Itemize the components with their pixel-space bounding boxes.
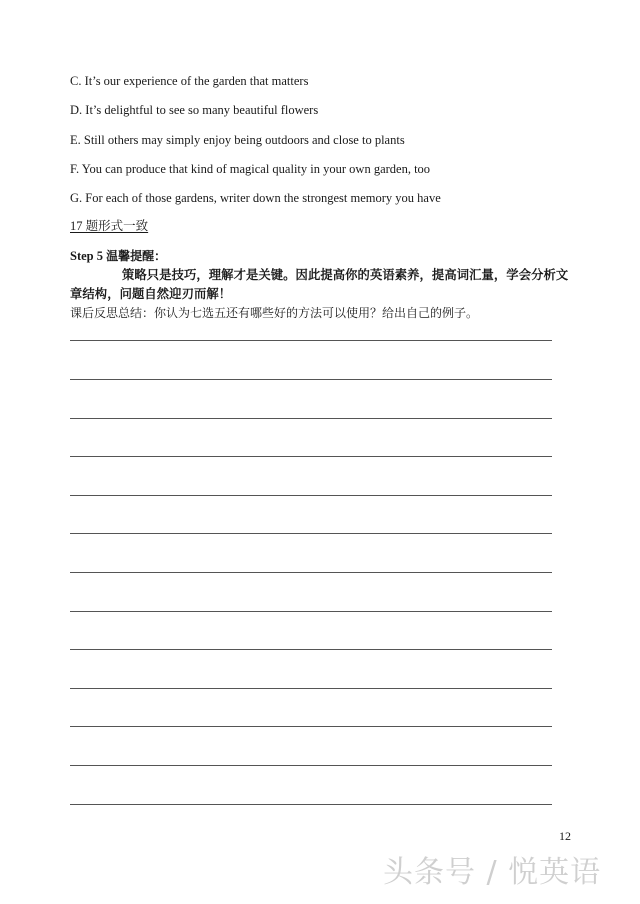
step-label: Step 5 <box>70 249 103 263</box>
writing-line[interactable] <box>70 765 552 766</box>
writing-line[interactable] <box>70 456 552 457</box>
question-17-note: 17 题形式一致 <box>70 219 149 233</box>
writing-line[interactable] <box>70 379 552 380</box>
page-number: 12 <box>559 829 571 843</box>
writing-line[interactable] <box>70 340 552 341</box>
option-d: D. It’s delightful to see so many beautiful flowers <box>70 103 319 117</box>
writing-line[interactable] <box>70 533 552 534</box>
step-5-title <box>70 248 166 264</box>
step-heading: 温馨提醒： <box>106 249 167 263</box>
writing-line[interactable] <box>70 572 552 573</box>
option-f: F. You can produce that kind of magical quality in your own garden, too <box>70 162 431 176</box>
writing-line[interactable] <box>70 688 552 689</box>
writing-line[interactable] <box>70 418 552 419</box>
reflection-prompt: 课后反思总结：你认为七选五还有哪些好的方法可以使用？给出自己的例子。 <box>70 306 479 320</box>
writing-line[interactable] <box>70 804 552 805</box>
watermark: 头条号 / 悦英语 <box>383 855 602 890</box>
tip-paragraph: 策略只是技巧，理解才是关键。因此提高你的英语素养，提高词汇量，学会分析文章结构，问题自然迎刃而解！ <box>70 268 569 301</box>
writing-line[interactable] <box>70 495 552 496</box>
option-c: C. It’s our experience of the garden that matters <box>70 74 309 88</box>
option-e: E. Still others may simply enjoy being outdoors and close to plants <box>70 133 405 147</box>
writing-line[interactable] <box>70 649 552 650</box>
option-g: G. For each of those gardens, writer down the strongest memory you have <box>70 191 441 205</box>
writing-line[interactable] <box>70 726 552 727</box>
writing-line[interactable] <box>70 611 552 612</box>
